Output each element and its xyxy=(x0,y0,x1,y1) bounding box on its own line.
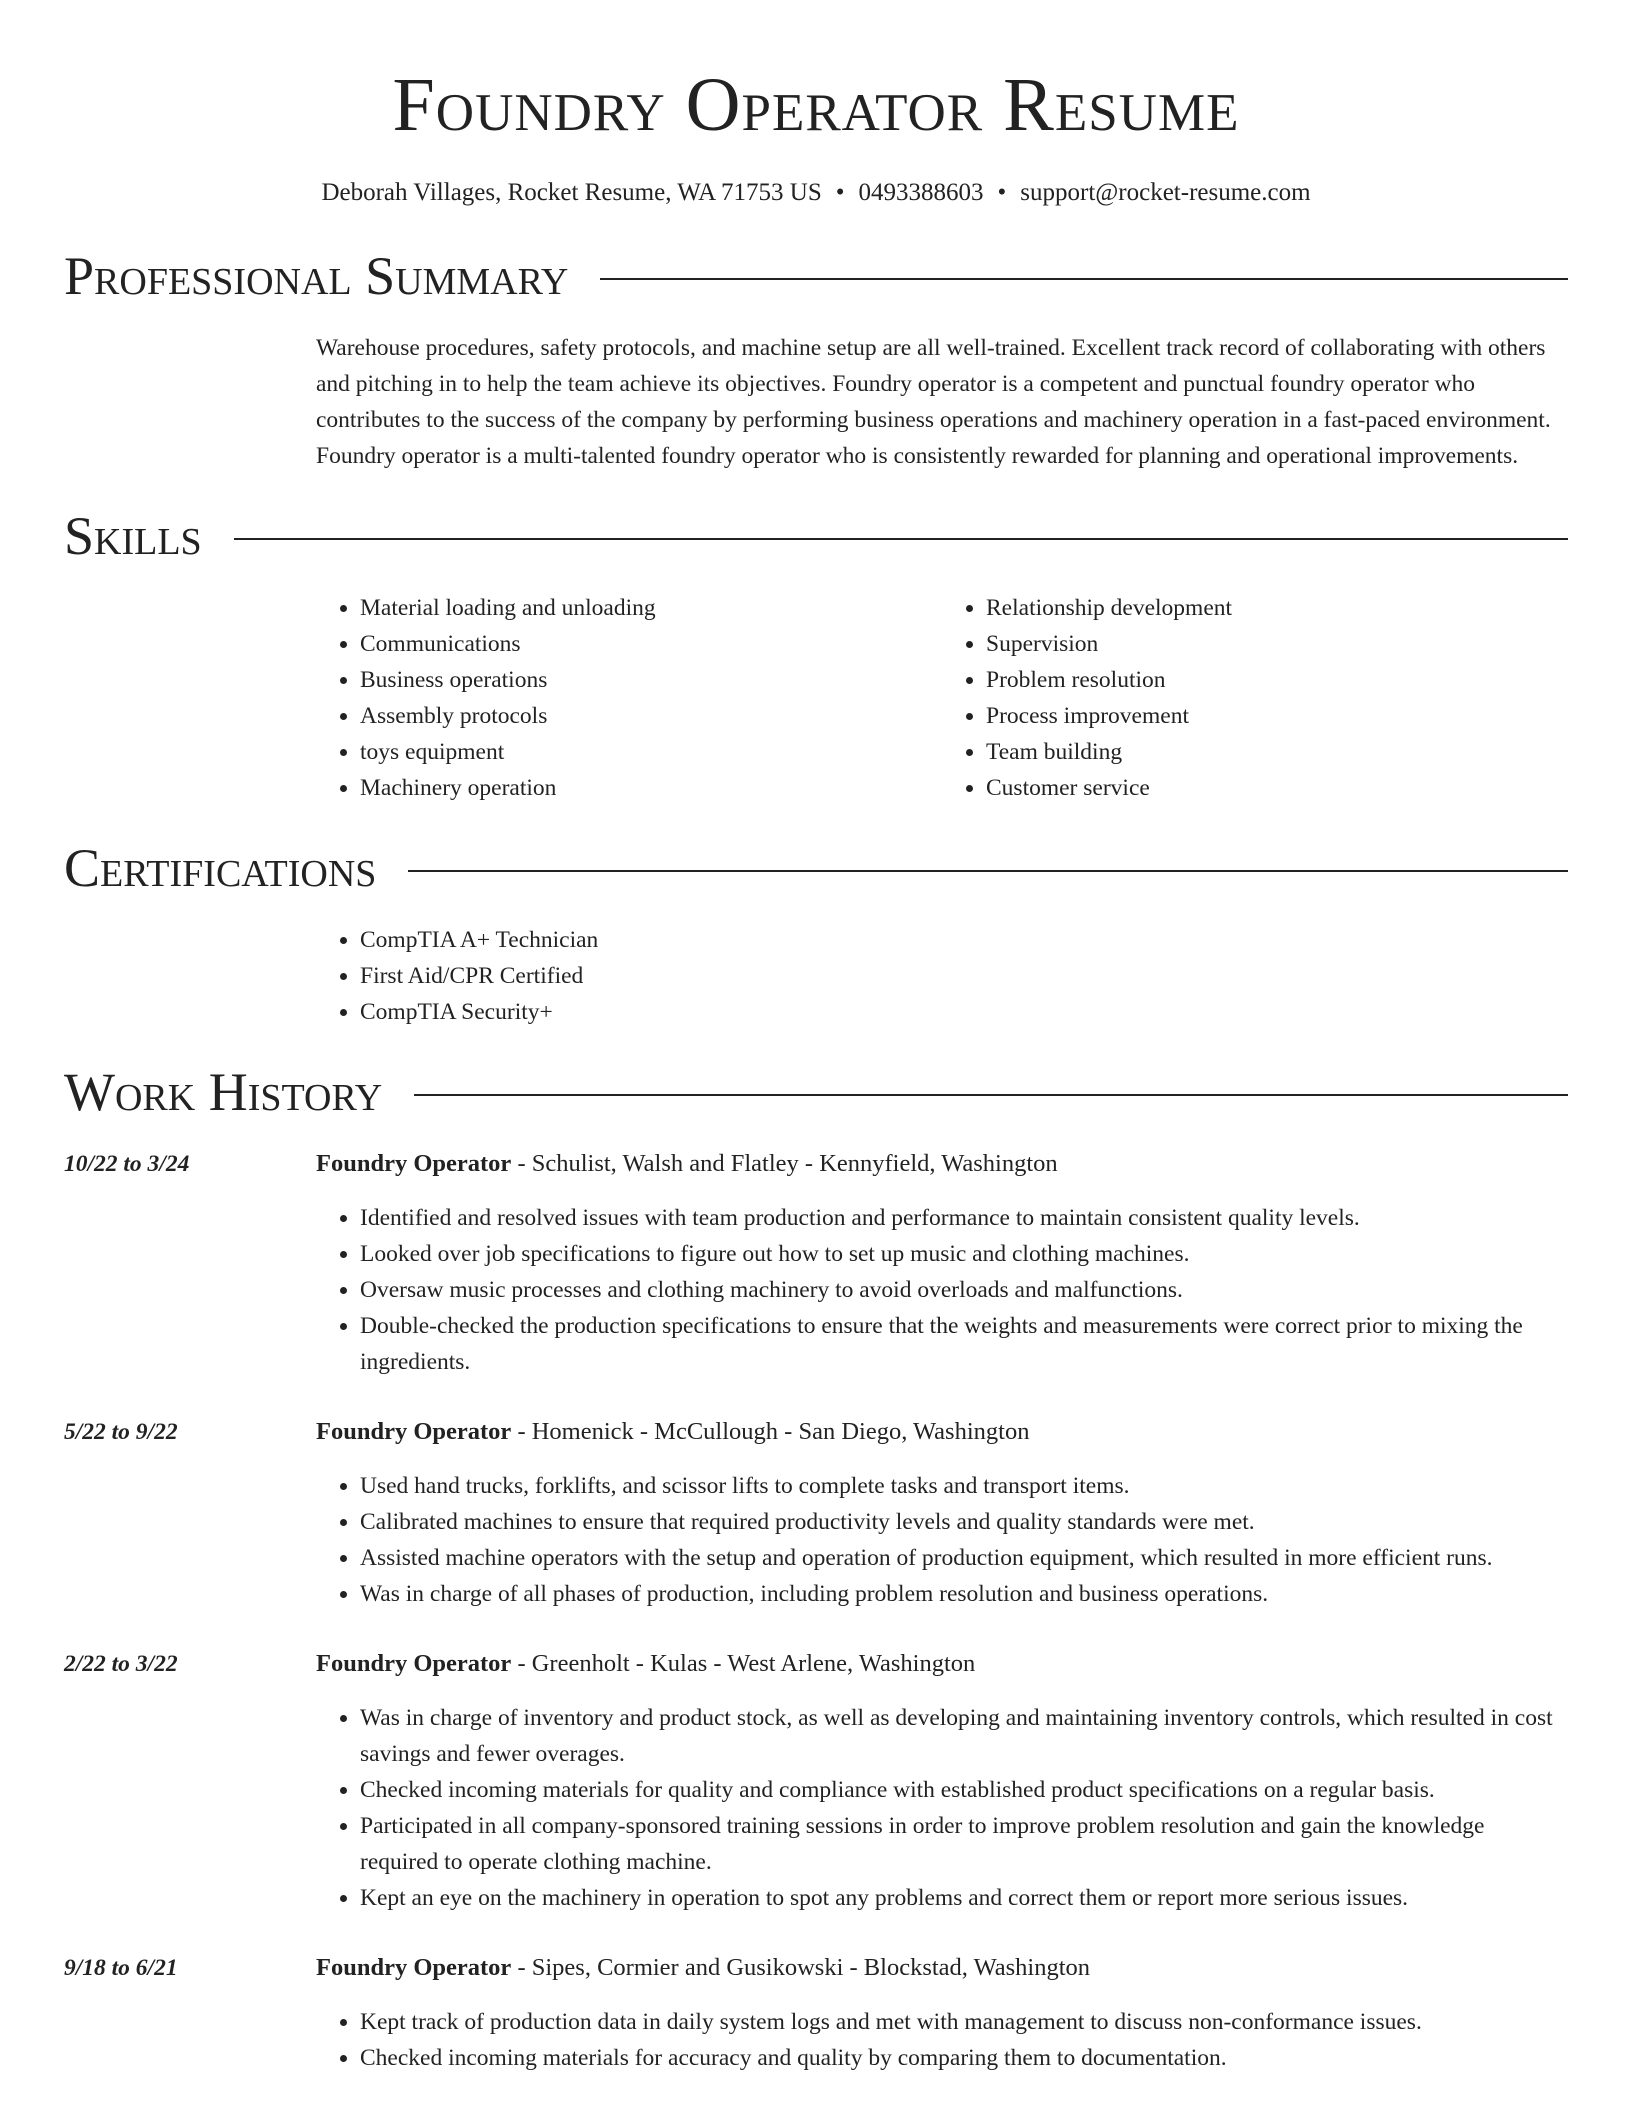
list-item: • Checked incoming materials for quality and compliance with established product specifications on a regular basis. xyxy=(360,1772,1568,1808)
section-rule xyxy=(234,538,1568,540)
job-dates: 2/22 to 3/22 xyxy=(64,1651,178,1677)
job-dates: 10/22 to 3/24 xyxy=(64,1151,190,1177)
list-item: • Assisted machine operators with the setup and operation of production equipment, which resulted in more efficient runs. xyxy=(360,1540,1568,1576)
list-item: • toys equipment xyxy=(360,734,942,770)
list-item: • CompTIA Security+ xyxy=(360,994,1568,1030)
job-title-line xyxy=(316,1646,1568,1682)
list-item: • Kept track of production data in daily system logs and met with management to discuss non-conformance issues. xyxy=(360,2004,1568,2040)
job-dates: 9/18 to 6/21 xyxy=(64,1955,178,1981)
section-work-header xyxy=(64,1060,1568,1124)
email: support@rocket-resume.com xyxy=(1020,179,1311,206)
list-item: • Oversaw music processes and clothing machinery to avoid overloads and malfunctions. xyxy=(360,1272,1568,1308)
job-entry xyxy=(64,1414,1568,1612)
job-bullets xyxy=(316,1468,1568,1612)
skills-column-right xyxy=(942,590,1568,806)
list-item: • Assembly protocols xyxy=(360,698,942,734)
list-item: • Was in charge of inventory and product stock, as well as developing and maintaining inventory controls, which resulted in cost savings and fewer overages. xyxy=(360,1700,1568,1772)
job-employer: - Homenick - McCullough - San Diego, Washington xyxy=(511,1418,1030,1445)
job-entry xyxy=(64,1146,1568,1380)
job-title: Foundry Operator xyxy=(316,1150,512,1177)
list-item: • Customer service xyxy=(986,770,1568,806)
job-employer: - Schulist, Walsh and Flatley - Kennyfield, Washington xyxy=(511,1150,1058,1177)
list-item: • Relationship development xyxy=(986,590,1568,626)
job-bullets xyxy=(316,1700,1568,1916)
list-item: • Looked over job specifications to figure out how to set up music and clothing machines. xyxy=(360,1236,1568,1272)
section-heading: Certifications xyxy=(64,838,377,898)
list-item: • Machinery operation xyxy=(360,770,942,806)
separator: • xyxy=(997,179,1007,206)
phone: 0493388603 xyxy=(858,179,984,206)
list-item: • Process improvement xyxy=(986,698,1568,734)
separator: • xyxy=(835,179,845,206)
contact-line xyxy=(64,176,1568,210)
list-item: • Checked incoming materials for accuracy and quality by comparing them to documentation. xyxy=(360,2040,1568,2076)
job-title-line xyxy=(316,1146,1568,1182)
list-item: • Used hand trucks, forklifts, and scissor lifts to complete tasks and transport items. xyxy=(360,1468,1568,1504)
section-certifications-header xyxy=(64,836,1568,900)
list-item: • Communications xyxy=(360,626,942,662)
section-skills-header xyxy=(64,504,1568,568)
resume-title: Foundry Operator Resume xyxy=(392,63,1240,147)
list-item: • CompTIA A+ Technician xyxy=(360,922,1568,958)
certifications-list xyxy=(316,922,1568,1030)
list-item: • Kept an eye on the machinery in operation to spot any problems and correct them or report more serious issues. xyxy=(360,1880,1568,1916)
list-item: • Team building xyxy=(986,734,1568,770)
section-rule xyxy=(408,870,1568,872)
job-title: Foundry Operator xyxy=(316,1954,512,1981)
section-rule xyxy=(414,1094,1568,1096)
job-title-line xyxy=(316,1950,1568,1986)
job-entry xyxy=(64,1950,1568,2076)
section-summary-header xyxy=(64,244,1568,308)
list-item: • Calibrated machines to ensure that required productivity levels and quality standards were met. xyxy=(360,1504,1568,1540)
section-heading: Professional Summary xyxy=(64,246,569,306)
job-dates: 5/22 to 9/22 xyxy=(64,1419,178,1445)
list-item: • Identified and resolved issues with team production and performance to maintain consistent quality levels. xyxy=(360,1200,1568,1236)
list-item: • Material loading and unloading xyxy=(360,590,942,626)
job-entry xyxy=(64,1646,1568,1916)
job-title-line xyxy=(316,1414,1568,1450)
skills-column-left xyxy=(316,590,942,806)
list-item: • Business operations xyxy=(360,662,942,698)
section-rule xyxy=(600,278,1568,280)
list-item: • Problem resolution xyxy=(986,662,1568,698)
job-employer: - Sipes, Cormier and Gusikowski - Blockstad, Washington xyxy=(511,1954,1091,1981)
list-item: • Double-checked the production specifications to ensure that the weights and measurements were correct prior to mixing the ingredients. xyxy=(360,1308,1568,1380)
address: Deborah Villages, Rocket Resume, WA 71753 US xyxy=(321,179,822,206)
skills-grid xyxy=(316,590,1568,806)
job-title: Foundry Operator xyxy=(316,1650,512,1677)
section-heading: Skills xyxy=(64,506,202,566)
list-item: • Was in charge of all phases of production, including problem resolution and business operations. xyxy=(360,1576,1568,1612)
list-item: • Participated in all company-sponsored training sessions in order to improve problem resolution and gain the knowledge required to operate clothing machine. xyxy=(360,1808,1568,1880)
list-item: • Supervision xyxy=(986,626,1568,662)
job-bullets xyxy=(316,1200,1568,1380)
job-bullets xyxy=(316,2004,1568,2076)
job-title: Foundry Operator xyxy=(316,1418,512,1445)
section-heading: Work History xyxy=(64,1062,383,1122)
list-item: • First Aid/CPR Certified xyxy=(360,958,1568,994)
summary-text: Warehouse procedures, safety protocols, and machine setup are all well-trained. Excellent track record of collaborating with others and pitching in to help the team achieve its objectives. Foundry operator is a competent and punctual foundry operator who contributes to the success of the company by performing business operations and machinery operation in a fast-paced environment. Foundry operator is a multi-talented foundry operator who is consistently rewarded for planning and operational improvements. xyxy=(316,335,1551,469)
job-employer: - Greenholt - Kulas - West Arlene, Washington xyxy=(511,1650,976,1677)
